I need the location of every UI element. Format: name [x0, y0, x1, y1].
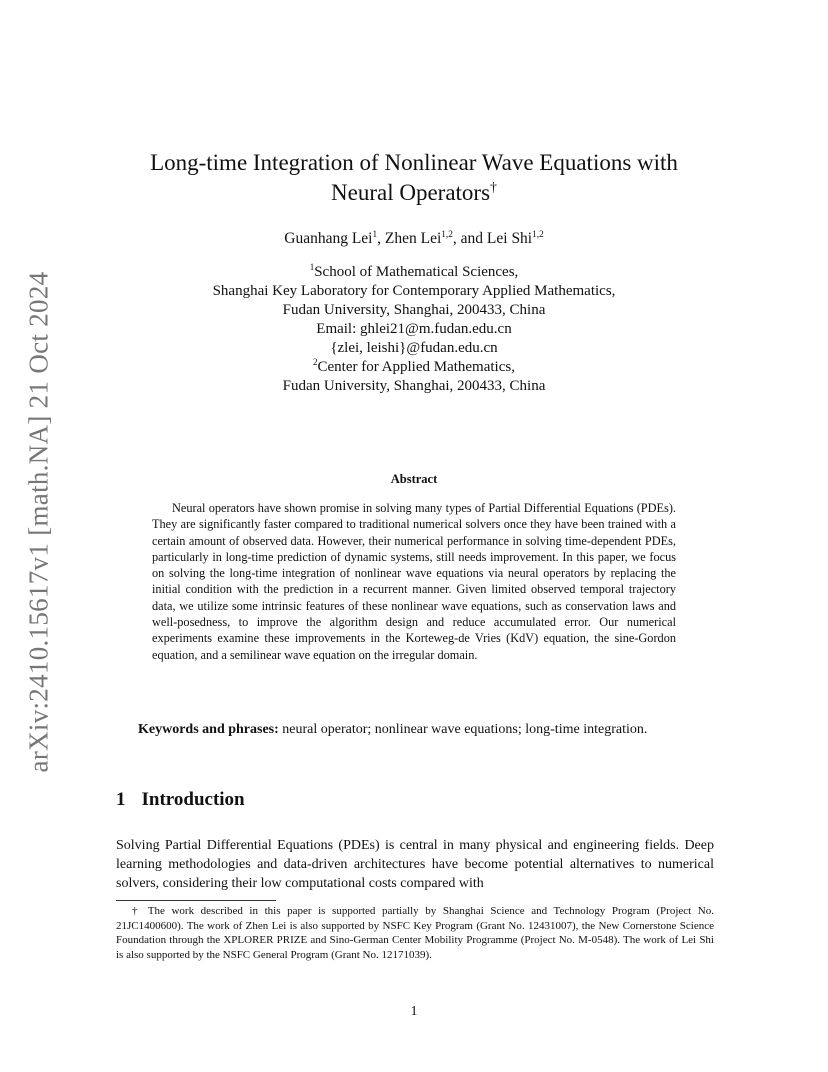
author-name: Zhen Lei	[384, 230, 442, 247]
abstract-text: Neural operators have shown promise in solving many types of Partial Differential Equations (PDEs). They are significantly faster compared to traditional numerical solvers once they have been trained with a certain amount of observed data. However, their numerical performance in solving time-dependent PDEs, particularly in long-time prediction of dynamic systems, still needs improvement. In this paper, we focus on solving the long-time integration of nonlinear wave equations via neural operators by replacing the initial condition with the prediction in a recurrent manner. Given limited observed temporal trajectory data, we utilize some intrinsic features of these nonlinear wave equations, such as conservation laws and well-posedness, to improve the algorithm design and reduce accumulated error. Our numerical experiments examine these improvements in the Korteweg-de Vries (KdV) equation, the sine-Gordon equation, and a semilinear wave equation on the irregular domain.	[152, 501, 676, 662]
title-line-2-text: Neural Operators	[331, 180, 491, 205]
keywords-text: neural operator; nonlinear wave equations; long-time integration.	[282, 722, 648, 737]
author-list: Guanhang Lei$^1$, Zhen Lei$^{1,2}$, and Lei Shi$^{1,2}$	[284, 229, 544, 247]
author-name: and Lei Shi	[460, 230, 533, 247]
footnote-text: The work described in this paper is supported partially by Shanghai Science and Technology Program (Project No. 21JC1400600). The work of Zhen Lei is also supported by NSFC Key Program (Grant No. 12431007), the New Cornerstone Science Foundation through the XPLORER PRIZE and Sino-German Center Mobility Programme (Project No. M-0548). The work of Lei Shi is also supported by the NSFC General Program (Grant No. 12171039).	[116, 905, 714, 961]
affiliation-line	[130, 358, 698, 377]
arxiv-identifier: arXiv:2410.15617v1 [math.NA] 21 Oct 2024	[23, 271, 54, 773]
author-affiliation-mark: 1,2	[532, 229, 544, 240]
affiliation-text: Center for Applied Mathematics,	[317, 359, 515, 375]
author-affiliation-mark: 1,2	[441, 229, 453, 240]
keywords-label: Keywords and phrases:	[138, 722, 279, 737]
intro-paragraph: Solving Partial Differential Equations (PDEs) is central in many physical and engineering fields. Deep learning methodologies and data-driven architectures have become potential alternatives to numerical solvers, considering their low computational costs compared with	[116, 838, 714, 891]
page-number: 1	[410, 1004, 418, 1019]
affiliation-line: Fudan University, Shanghai, 200433, China	[282, 302, 546, 318]
email-line: {zlei, leishi}@fudan.edu.cn	[330, 340, 498, 356]
title-line-1: Long-time Integration of Nonlinear Wave Equations with	[150, 150, 678, 175]
author-affiliation-mark: 1	[372, 229, 378, 240]
affiliation-line	[130, 263, 698, 282]
footnote	[116, 904, 714, 962]
footnote-rule	[116, 900, 276, 901]
arxiv-sidebar	[18, 268, 60, 776]
email-line: Email: ghlei21@m.fudan.edu.cn	[316, 321, 512, 337]
affiliation-mark: 1	[309, 262, 315, 272]
affiliation-line: Fudan University, Shanghai, 200433, China	[282, 378, 546, 394]
section-heading	[116, 789, 245, 811]
affiliation-mark: 2	[313, 357, 318, 367]
title-footnote-mark: †	[490, 179, 497, 195]
author-name: Guanhang Lei	[284, 230, 373, 247]
abstract-heading: Abstract	[390, 472, 438, 486]
keywords	[116, 720, 714, 739]
section-title: Introduction	[141, 789, 245, 810]
affiliations	[130, 263, 698, 396]
paper-title	[130, 148, 698, 208]
affiliation-line: Shanghai Key Laboratory for Contemporary Applied Mathematics,	[212, 283, 616, 299]
footnote-mark: †	[132, 905, 142, 917]
title-line-2	[130, 178, 698, 208]
affiliation-text: School of Mathematical Sciences,	[314, 264, 519, 280]
section-number: 1	[116, 789, 126, 810]
